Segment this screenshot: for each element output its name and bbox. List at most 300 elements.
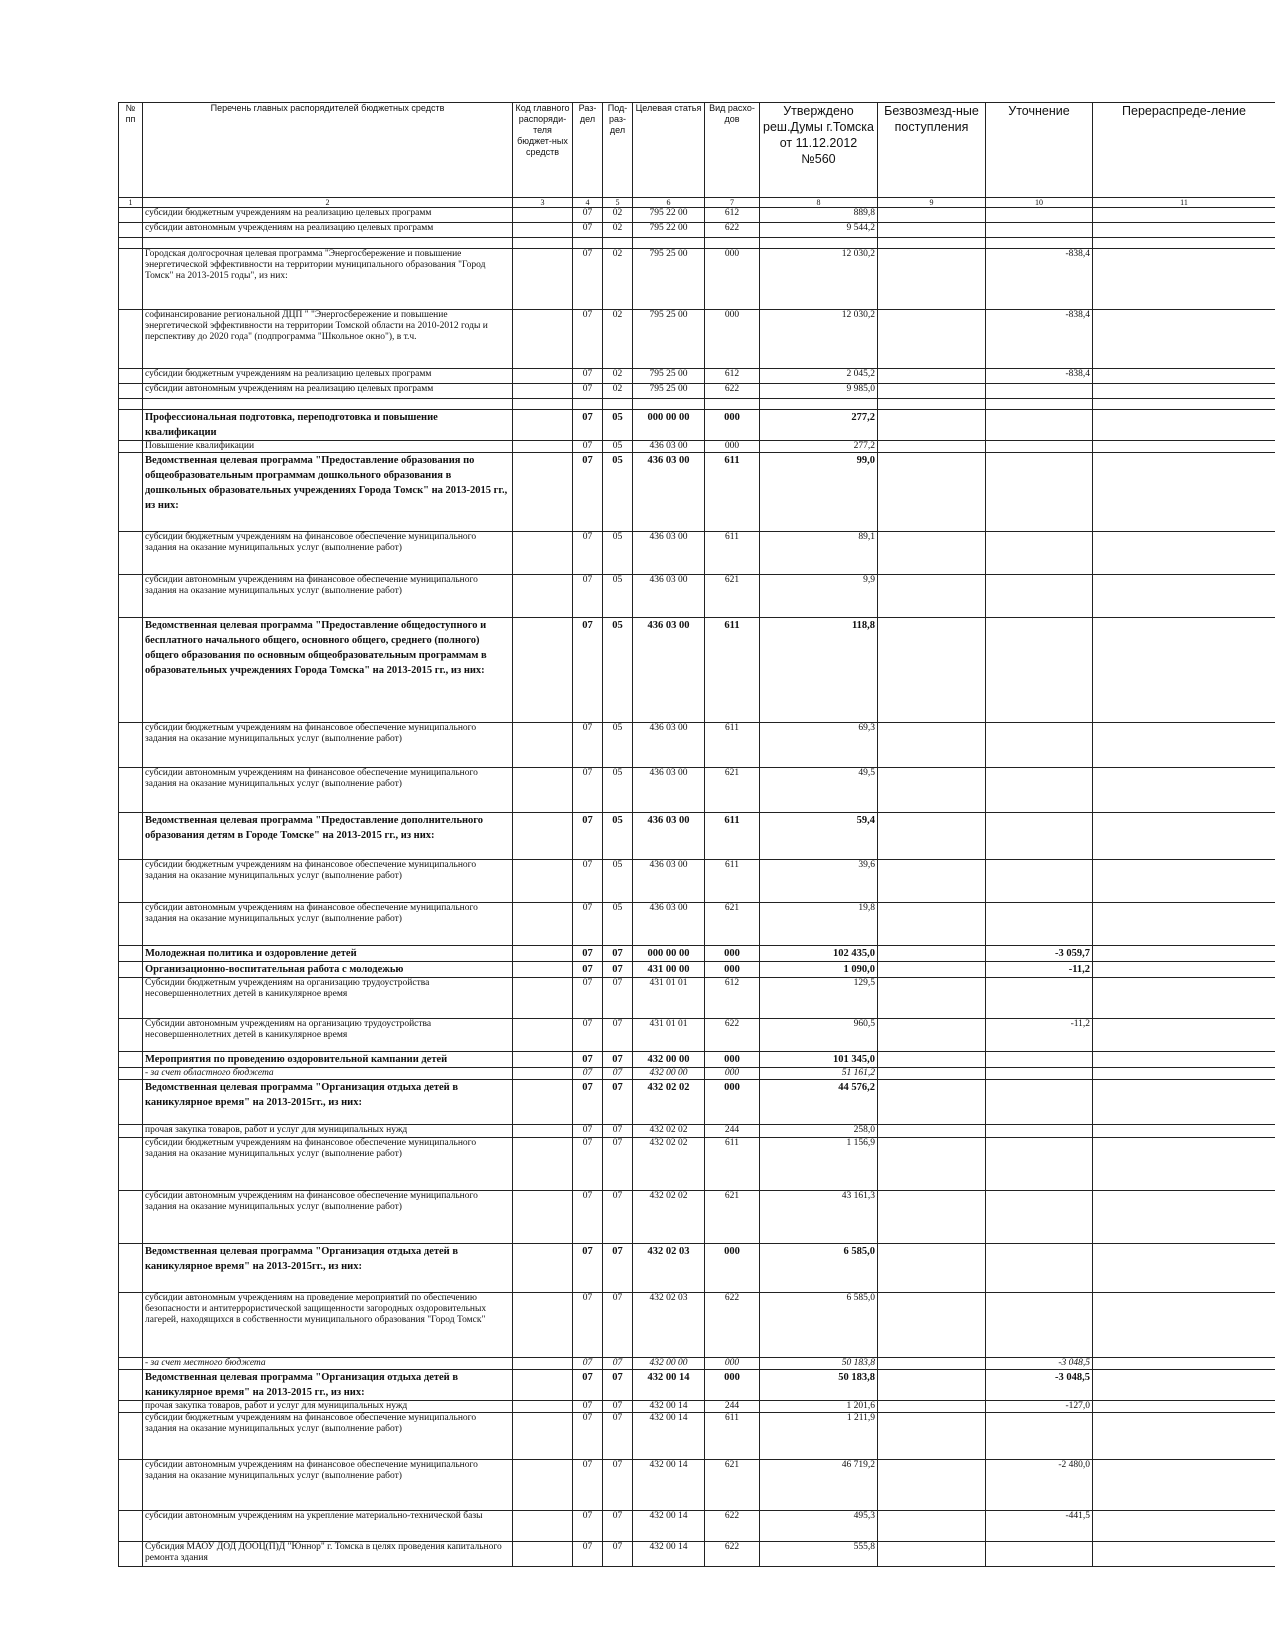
target-article-cell: 431 00 00 <box>633 962 705 978</box>
expense-type-cell: 000 <box>705 1068 760 1080</box>
clarification-cell: -127,0 <box>986 1401 1093 1413</box>
table-row <box>119 1125 1275 1138</box>
header-cell: № пп <box>119 103 143 198</box>
expense-type-cell: 000 <box>705 441 760 453</box>
clarification-cell: -3 059,7 <box>986 946 1093 962</box>
table-row <box>119 813 1275 860</box>
expense-type-cell: 244 <box>705 1401 760 1413</box>
manager-code-cell <box>513 978 573 1019</box>
approved-amount-cell: 9 544,2 <box>760 223 878 238</box>
target-article-cell: 436 03 00 <box>633 903 705 946</box>
redistribution-cell <box>1093 249 1275 310</box>
expense-type-cell: 000 <box>705 1080 760 1125</box>
column-number: 5 <box>603 198 633 208</box>
grants-cell <box>878 860 986 903</box>
grants-cell <box>878 410 986 441</box>
manager-code-cell <box>513 223 573 238</box>
subsection-cell: 02 <box>603 223 633 238</box>
approved-amount-cell: 889,8 <box>760 208 878 223</box>
redistribution-cell <box>1093 946 1275 962</box>
expense-name-cell: софинансирование региональной ДЦП " "Энергосбережение и повышение энергетической эффективности на территории Томской области на 2010-2012 годы и перспективу до 2020 года" (подпрограмма "Школьное окно"), в т.ч. <box>143 310 513 369</box>
expense-type-cell: 000 <box>705 310 760 369</box>
section-cell: 07 <box>573 208 603 223</box>
clarification-cell <box>986 1413 1093 1460</box>
approved-amount-cell: 9,9 <box>760 575 878 618</box>
expense-name-cell: Организационно-воспитательная работа с молодежью <box>143 962 513 978</box>
subsection-cell: 02 <box>603 208 633 223</box>
row-number-cell <box>119 249 143 310</box>
table-row <box>119 249 1275 310</box>
grants-cell <box>878 1080 986 1125</box>
expense-name-cell: Ведомственная целевая программа "Предоставление дополнительного образования детям в Городе Томске" на 2013-2015 гг., из них: <box>143 813 513 860</box>
subsection-cell: 07 <box>603 1358 633 1370</box>
table-row <box>119 410 1275 441</box>
expense-name-cell: Ведомственная целевая программа "Организация отдыха детей в каникулярное время" на 2013-2015гг., из них: <box>143 1244 513 1293</box>
target-article-cell: 436 03 00 <box>633 618 705 723</box>
subsection-cell: 07 <box>603 1460 633 1511</box>
section-cell: 07 <box>573 618 603 723</box>
section-cell <box>573 399 603 410</box>
manager-code-cell <box>513 1138 573 1191</box>
clarification-cell: -3 048,5 <box>986 1358 1093 1370</box>
expense-type-cell: 622 <box>705 223 760 238</box>
manager-code-cell <box>513 1080 573 1125</box>
redistribution-cell <box>1093 532 1275 575</box>
grants-cell <box>878 768 986 813</box>
header-cell: Целевая статья <box>633 103 705 198</box>
manager-code-cell <box>513 1413 573 1460</box>
expense-name-cell: субсидии автономным учреждениям на финансовое обеспечение муниципального задания на оказание муниципальных услуг (выполнение работ) <box>143 575 513 618</box>
manager-code-cell <box>513 1511 573 1542</box>
approved-amount-cell: 495,3 <box>760 1511 878 1542</box>
clarification-cell: -11,2 <box>986 1019 1093 1052</box>
manager-code-cell <box>513 962 573 978</box>
section-cell: 07 <box>573 532 603 575</box>
row-number-cell <box>119 813 143 860</box>
target-article-cell: 795 22 00 <box>633 208 705 223</box>
grants-cell <box>878 441 986 453</box>
subsection-cell: 05 <box>603 723 633 768</box>
clarification-cell <box>986 1191 1093 1244</box>
column-number: 9 <box>878 198 986 208</box>
approved-amount-cell: 1 201,6 <box>760 1401 878 1413</box>
target-article-cell: 431 01 01 <box>633 978 705 1019</box>
expense-type-cell: 622 <box>705 1511 760 1542</box>
row-number-cell <box>119 310 143 369</box>
manager-code-cell <box>513 310 573 369</box>
expense-type-cell: 621 <box>705 1191 760 1244</box>
approved-amount-cell: 6 585,0 <box>760 1293 878 1358</box>
approved-amount-cell: 46 719,2 <box>760 1460 878 1511</box>
section-cell: 07 <box>573 1401 603 1413</box>
target-article-cell: 432 02 02 <box>633 1080 705 1125</box>
redistribution-cell <box>1093 208 1275 223</box>
section-cell: 07 <box>573 384 603 399</box>
clarification-cell <box>986 1080 1093 1125</box>
expense-type-cell: 611 <box>705 860 760 903</box>
grants-cell <box>878 238 986 249</box>
manager-code-cell <box>513 723 573 768</box>
budget-sheet <box>118 102 1275 1567</box>
approved-amount-cell: 277,2 <box>760 410 878 441</box>
column-number: 7 <box>705 198 760 208</box>
table-row <box>119 903 1275 946</box>
target-article-cell: 436 03 00 <box>633 723 705 768</box>
expense-type-cell: 000 <box>705 1244 760 1293</box>
grants-cell <box>878 310 986 369</box>
manager-code-cell <box>513 946 573 962</box>
expense-type-cell: 000 <box>705 962 760 978</box>
expense-type-cell: 622 <box>705 384 760 399</box>
clarification-cell: -3 048,5 <box>986 1370 1093 1401</box>
clarification-cell: -838,4 <box>986 310 1093 369</box>
table-row <box>119 1358 1275 1370</box>
manager-code-cell <box>513 1125 573 1138</box>
subsection-cell <box>603 399 633 410</box>
section-cell: 07 <box>573 1125 603 1138</box>
clarification-cell: -441,5 <box>986 1511 1093 1542</box>
grants-cell <box>878 1244 986 1293</box>
section-cell: 07 <box>573 575 603 618</box>
expense-name-cell: субсидии автономным учреждениям на укрепление материально-технической базы <box>143 1511 513 1542</box>
manager-code-cell <box>513 813 573 860</box>
manager-code-cell <box>513 860 573 903</box>
row-number-cell <box>119 1191 143 1244</box>
target-article-cell: 432 00 14 <box>633 1542 705 1567</box>
manager-code-cell <box>513 238 573 249</box>
redistribution-cell <box>1093 1244 1275 1293</box>
column-number: 4 <box>573 198 603 208</box>
table-row <box>119 1191 1275 1244</box>
manager-code-cell <box>513 1019 573 1052</box>
row-number-cell <box>119 978 143 1019</box>
redistribution-cell <box>1093 575 1275 618</box>
expense-type-cell: 000 <box>705 1052 760 1068</box>
redistribution-cell <box>1093 1019 1275 1052</box>
manager-code-cell <box>513 618 573 723</box>
section-cell: 07 <box>573 1370 603 1401</box>
grants-cell <box>878 1052 986 1068</box>
row-number-cell <box>119 369 143 384</box>
approved-amount-cell: 43 161,3 <box>760 1191 878 1244</box>
redistribution-cell <box>1093 1191 1275 1244</box>
subsection-cell: 07 <box>603 1019 633 1052</box>
table-row <box>119 1293 1275 1358</box>
section-cell: 07 <box>573 1511 603 1542</box>
redistribution-cell <box>1093 768 1275 813</box>
clarification-cell <box>986 1052 1093 1068</box>
expense-name-cell: Мероприятия по проведению оздоровительной кампании детей <box>143 1052 513 1068</box>
expense-name-cell: - за счет областного бюджета <box>143 1068 513 1080</box>
expense-type-cell: 612 <box>705 978 760 1019</box>
grants-cell <box>878 1019 986 1052</box>
section-cell: 07 <box>573 962 603 978</box>
target-article-cell: 000 00 00 <box>633 410 705 441</box>
column-numbers-row <box>119 198 1275 208</box>
expense-name-cell: - за счет местного бюджета <box>143 1358 513 1370</box>
approved-amount-cell: 49,5 <box>760 768 878 813</box>
clarification-cell <box>986 1068 1093 1080</box>
redistribution-cell <box>1093 860 1275 903</box>
target-article-cell: 436 03 00 <box>633 532 705 575</box>
clarification-cell <box>986 384 1093 399</box>
table-row <box>119 723 1275 768</box>
approved-amount-cell: 51 161,2 <box>760 1068 878 1080</box>
row-number-cell <box>119 1068 143 1080</box>
subsection-cell: 07 <box>603 1138 633 1191</box>
budget-table <box>118 102 1275 1567</box>
row-number-cell <box>119 1511 143 1542</box>
grants-cell <box>878 1125 986 1138</box>
subsection-cell: 07 <box>603 1068 633 1080</box>
row-number-cell <box>119 1370 143 1401</box>
table-row <box>119 223 1275 238</box>
clarification-cell <box>986 1138 1093 1191</box>
approved-amount-cell <box>760 238 878 249</box>
grants-cell <box>878 813 986 860</box>
section-cell: 07 <box>573 1413 603 1460</box>
manager-code-cell <box>513 1370 573 1401</box>
clarification-cell <box>986 768 1093 813</box>
manager-code-cell <box>513 532 573 575</box>
clarification-cell: -11,2 <box>986 962 1093 978</box>
subsection-cell: 05 <box>603 903 633 946</box>
section-cell: 07 <box>573 978 603 1019</box>
section-cell: 07 <box>573 1293 603 1358</box>
target-article-cell: 436 03 00 <box>633 575 705 618</box>
subsection-cell: 07 <box>603 1370 633 1401</box>
redistribution-cell <box>1093 223 1275 238</box>
grants-cell <box>878 249 986 310</box>
expense-type-cell: 612 <box>705 208 760 223</box>
redistribution-cell <box>1093 1138 1275 1191</box>
row-number-cell <box>119 1460 143 1511</box>
row-number-cell <box>119 1138 143 1191</box>
table-row <box>119 978 1275 1019</box>
clarification-cell: -838,4 <box>986 369 1093 384</box>
section-cell: 07 <box>573 1542 603 1567</box>
expense-name-cell: субсидии автономным учреждениям на реализацию целевых программ <box>143 384 513 399</box>
target-article-cell <box>633 238 705 249</box>
redistribution-cell <box>1093 1068 1275 1080</box>
target-article-cell: 432 00 14 <box>633 1460 705 1511</box>
subsection-cell: 07 <box>603 1293 633 1358</box>
section-cell: 07 <box>573 1460 603 1511</box>
manager-code-cell <box>513 1542 573 1567</box>
table-row <box>119 1542 1275 1567</box>
expense-name-cell: субсидии бюджетным учреждениям на финансовое обеспечение муниципального задания на оказание муниципальных услуг (выполнение работ) <box>143 860 513 903</box>
row-number-cell <box>119 946 143 962</box>
manager-code-cell <box>513 369 573 384</box>
manager-code-cell <box>513 1293 573 1358</box>
header-cell: Под-раз-дел <box>603 103 633 198</box>
column-number: 6 <box>633 198 705 208</box>
target-article-cell: 432 02 03 <box>633 1293 705 1358</box>
row-number-cell <box>119 618 143 723</box>
table-row <box>119 1460 1275 1511</box>
expense-type-cell: 611 <box>705 813 760 860</box>
table-row <box>119 369 1275 384</box>
target-article-cell: 432 00 14 <box>633 1370 705 1401</box>
subsection-cell: 05 <box>603 532 633 575</box>
manager-code-cell <box>513 410 573 441</box>
expense-name-cell: Ведомственная целевая программа "Организация отдыха детей в каникулярное время" на 2013-2015 гг., из них: <box>143 1370 513 1401</box>
redistribution-cell <box>1093 384 1275 399</box>
expense-name-cell: субсидии автономным учреждениям на финансовое обеспечение муниципального задания на оказание муниципальных услуг (выполнение работ) <box>143 768 513 813</box>
section-cell: 07 <box>573 410 603 441</box>
table-row <box>119 1370 1275 1401</box>
manager-code-cell <box>513 453 573 532</box>
row-number-cell <box>119 410 143 441</box>
manager-code-cell <box>513 1191 573 1244</box>
table-row <box>119 208 1275 223</box>
manager-code-cell <box>513 1052 573 1068</box>
manager-code-cell <box>513 249 573 310</box>
subsection-cell: 07 <box>603 1052 633 1068</box>
section-cell: 07 <box>573 768 603 813</box>
row-number-cell <box>119 384 143 399</box>
header-cell: Утверждено реш.Думы г.Томска от 11.12.2012 №560 <box>760 103 878 198</box>
section-cell: 07 <box>573 1068 603 1080</box>
table-row <box>119 238 1275 249</box>
subsection-cell: 05 <box>603 768 633 813</box>
grants-cell <box>878 723 986 768</box>
expense-type-cell: 000 <box>705 1370 760 1401</box>
section-cell: 07 <box>573 860 603 903</box>
expense-name-cell: Ведомственная целевая программа "Организация отдыха детей в каникулярное время" на 2013-2015гг., из них: <box>143 1080 513 1125</box>
table-row <box>119 860 1275 903</box>
clarification-cell <box>986 532 1093 575</box>
expense-name-cell: Повышение квалификации <box>143 441 513 453</box>
header-cell: Перераспреде-ление <box>1093 103 1275 198</box>
redistribution-cell <box>1093 369 1275 384</box>
row-number-cell <box>119 1542 143 1567</box>
approved-amount-cell: 12 030,2 <box>760 310 878 369</box>
expense-type-cell: 612 <box>705 369 760 384</box>
target-article-cell: 795 25 00 <box>633 249 705 310</box>
grants-cell <box>878 1068 986 1080</box>
expense-name-cell: Городская долгосрочная целевая программа "Энергосбережение и повышение энергетической эффективности на территории муниципального образования "Город Томск" на 2013-2015 годы", из них: <box>143 249 513 310</box>
expense-type-cell: 000 <box>705 249 760 310</box>
redistribution-cell <box>1093 238 1275 249</box>
grants-cell <box>878 1542 986 1567</box>
clarification-cell <box>986 223 1093 238</box>
subsection-cell: 07 <box>603 946 633 962</box>
table-row <box>119 618 1275 723</box>
expense-type-cell: 000 <box>705 946 760 962</box>
expense-name-cell: субсидии автономным учреждениям на финансовое обеспечение муниципального задания на оказание муниципальных услуг (выполнение работ) <box>143 1460 513 1511</box>
row-number-cell <box>119 723 143 768</box>
grants-cell <box>878 369 986 384</box>
expense-name-cell: Субсидии автономным учреждениям на организацию трудоустройства несовершеннолетних детей в каникулярное время <box>143 1019 513 1052</box>
grants-cell <box>878 399 986 410</box>
row-number-cell <box>119 441 143 453</box>
target-article-cell: 436 03 00 <box>633 768 705 813</box>
header-cell: Код главного распоряди-теля бюджет-ных средств <box>513 103 573 198</box>
section-cell: 07 <box>573 1191 603 1244</box>
expense-type-cell: 611 <box>705 723 760 768</box>
expense-name-cell: субсидии бюджетным учреждениям на реализацию целевых программ <box>143 369 513 384</box>
subsection-cell: 05 <box>603 453 633 532</box>
table-row <box>119 399 1275 410</box>
approved-amount-cell: 118,8 <box>760 618 878 723</box>
redistribution-cell <box>1093 618 1275 723</box>
target-article-cell: 436 03 00 <box>633 441 705 453</box>
target-article-cell: 432 02 02 <box>633 1191 705 1244</box>
target-article-cell: 795 25 00 <box>633 369 705 384</box>
table-row <box>119 453 1275 532</box>
expense-name-cell: субсидии автономным учреждениям на финансовое обеспечение муниципального задания на оказание муниципальных услуг (выполнение работ) <box>143 903 513 946</box>
target-article-cell: 432 00 14 <box>633 1511 705 1542</box>
column-number: 10 <box>986 198 1093 208</box>
approved-amount-cell: 960,5 <box>760 1019 878 1052</box>
expense-name-cell: Ведомственная целевая программа "Предоставление образования по общеобразовательным программам дошкольного образования в дошкольных образовательных учреждениях Города Томск" на 2013-2015 гг., из них: <box>143 453 513 532</box>
redistribution-cell <box>1093 903 1275 946</box>
expense-type-cell: 622 <box>705 1293 760 1358</box>
clarification-cell <box>986 1125 1093 1138</box>
expense-type-cell: 621 <box>705 575 760 618</box>
expense-type-cell: 611 <box>705 532 760 575</box>
expense-name-cell: Субсидия МАОУ ДОД ДООЦ(П)Д "Юннор" г. Томска в целях проведения капитального ремонта здания <box>143 1542 513 1567</box>
row-number-cell <box>119 1052 143 1068</box>
expense-type-cell: 611 <box>705 453 760 532</box>
subsection-cell: 07 <box>603 1080 633 1125</box>
subsection-cell: 07 <box>603 1125 633 1138</box>
row-number-cell <box>119 1125 143 1138</box>
section-cell: 07 <box>573 1138 603 1191</box>
subsection-cell: 02 <box>603 369 633 384</box>
target-article-cell: 432 00 00 <box>633 1052 705 1068</box>
approved-amount-cell: 89,1 <box>760 532 878 575</box>
expense-name-cell: Профессиональная подготовка, переподготовка и повышение квалификации <box>143 410 513 441</box>
header-cell: Раз-дел <box>573 103 603 198</box>
approved-amount-cell: 101 345,0 <box>760 1052 878 1068</box>
expense-type-cell: 611 <box>705 618 760 723</box>
table-row <box>119 962 1275 978</box>
target-article-cell: 432 00 14 <box>633 1413 705 1460</box>
section-cell: 07 <box>573 249 603 310</box>
table-row <box>119 1080 1275 1125</box>
subsection-cell: 07 <box>603 1511 633 1542</box>
subsection-cell: 05 <box>603 618 633 723</box>
grants-cell <box>878 208 986 223</box>
grants-cell <box>878 223 986 238</box>
row-number-cell <box>119 1019 143 1052</box>
header-cell: Вид расхо-дов <box>705 103 760 198</box>
section-cell: 07 <box>573 1080 603 1125</box>
section-cell: 07 <box>573 1019 603 1052</box>
section-cell: 07 <box>573 1358 603 1370</box>
approved-amount-cell: 102 435,0 <box>760 946 878 962</box>
section-cell <box>573 238 603 249</box>
table-row <box>119 1413 1275 1460</box>
manager-code-cell <box>513 441 573 453</box>
subsection-cell: 07 <box>603 962 633 978</box>
grants-cell <box>878 532 986 575</box>
approved-amount-cell: 555,8 <box>760 1542 878 1567</box>
expense-name-cell: субсидии бюджетным учреждениям на финансовое обеспечение муниципального задания на оказание муниципальных услуг (выполнение работ) <box>143 1413 513 1460</box>
table-row <box>119 946 1275 962</box>
redistribution-cell <box>1093 1125 1275 1138</box>
expense-type-cell: 611 <box>705 1138 760 1191</box>
subsection-cell: 05 <box>603 575 633 618</box>
table-row <box>119 768 1275 813</box>
grants-cell <box>878 1511 986 1542</box>
column-number: 8 <box>760 198 878 208</box>
expense-type-cell: 621 <box>705 768 760 813</box>
target-article-cell: 431 01 01 <box>633 1019 705 1052</box>
grants-cell <box>878 1460 986 1511</box>
